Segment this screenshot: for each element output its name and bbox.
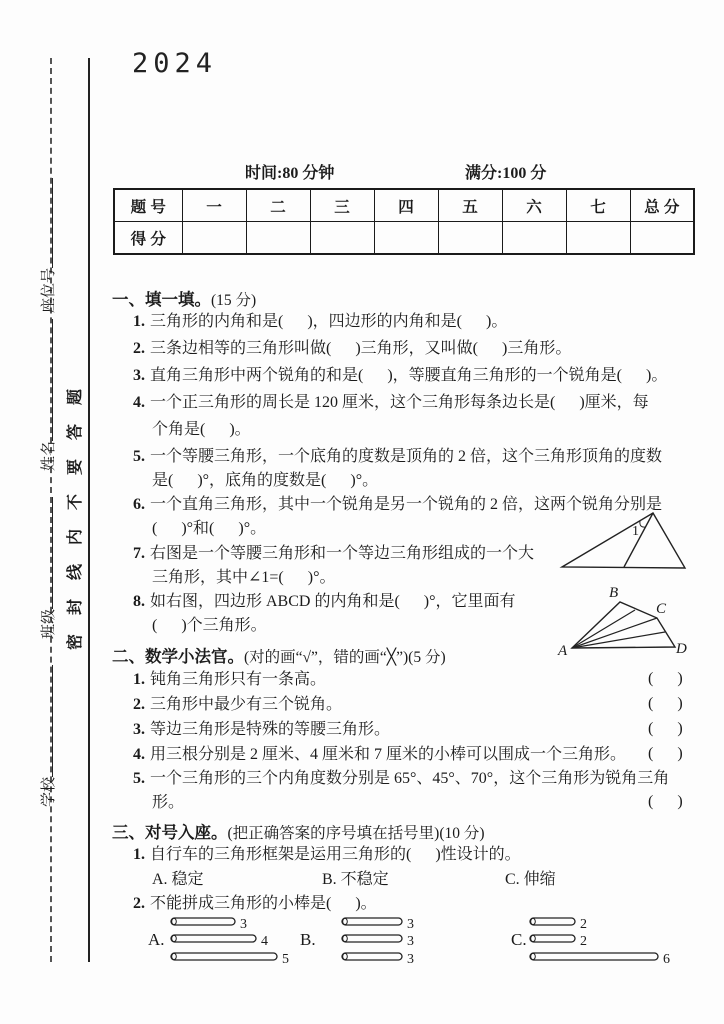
- s2-q4: 4. 用三根分别是 2 厘米、4 厘米和 7 厘米的小棒可以围成一个三角形。: [133, 746, 627, 763]
- stick-group-c: [493, 912, 693, 970]
- score-cell: [374, 222, 438, 255]
- field-school-label: 学校: [41, 776, 57, 807]
- angle-1-label: 1: [632, 524, 639, 539]
- seal-text: 密封线内不要答题: [67, 369, 84, 650]
- seal-solid-line: [88, 58, 90, 962]
- stick-group-b: [298, 912, 423, 970]
- score-table-header-row: [114, 189, 694, 222]
- s1-q8: 8. 如右图，四边形 ABCD 的内角和是( )°，它里面有: [133, 593, 516, 610]
- score-table-col: 六: [502, 189, 566, 222]
- stick-length: 3: [407, 952, 414, 967]
- stick: [171, 935, 256, 942]
- field-name-line: [39, 319, 53, 441]
- s1-q5: 5. 一个等腰三角形，一个底角的度数是顶角的 2 倍，这个三角形顶角的度数: [133, 448, 663, 465]
- score-table-col: 三: [310, 189, 374, 222]
- s2-q5: 5. 一个三角形的三个内角度数分别是 65°、45°、70°，这个三角形为锐角三角: [133, 770, 670, 787]
- triangle-figure-q7: [552, 503, 697, 575]
- field-name-label: 姓名: [41, 440, 57, 471]
- full-score-label: 满分:100 分: [465, 165, 547, 182]
- score-table-col: 七: [566, 189, 630, 222]
- s1-q7: 7. 右图是一个等腰三角形和一个等边三角形组成的一个大: [133, 545, 535, 562]
- score-cell: [630, 222, 694, 255]
- s1-q4-line2: 个角是( )。: [152, 421, 251, 438]
- s2-q3-answer-bracket: ( ): [648, 720, 683, 737]
- s1-q8-line2: ( )个三角形。: [152, 617, 267, 634]
- vertex-a-label: A: [558, 643, 568, 659]
- score-cell: [566, 222, 630, 255]
- score-cell: [502, 222, 566, 255]
- score-table-corner: 题 号: [114, 189, 182, 222]
- stick-length: 2: [580, 934, 587, 949]
- stick: [342, 918, 402, 925]
- field-seat-line: [39, 178, 53, 268]
- vertex-b-label: B: [609, 585, 619, 601]
- s1-q2: 2. 三条边相等的三角形叫做( )三角形，又叫做( )三角形。: [133, 340, 572, 357]
- score-cell: [310, 222, 374, 255]
- group-a-label: A.: [148, 930, 165, 949]
- stick: [530, 918, 575, 925]
- s2-q5-answer-bracket: ( ): [648, 793, 683, 810]
- stick-length: 3: [407, 934, 414, 949]
- s1-q4: 4. 一个正三角形的周长是 120 厘米，这个三角形每条边长是( )厘米，每: [133, 394, 649, 411]
- score-cell: [246, 222, 310, 255]
- section2-title: 二、数学小法官。(对的画“√”，错的画“╳”)(5 分): [112, 648, 446, 666]
- s1-q3: 3. 直角三角形中两个锐角的和是( )，等腰直角三角形的一个锐角是( )。: [133, 367, 668, 384]
- year-label: 2024: [132, 48, 218, 79]
- stick-length: 3: [407, 917, 414, 932]
- s3-q1: 1. 自行车的三角形框架是运用三角形的( )性设计的。: [133, 846, 521, 863]
- vertex-d-label: D: [676, 641, 687, 657]
- score-table-col: 二: [246, 189, 310, 222]
- s2-q3: 3. 等边三角形是特殊的等腰三角形。: [133, 721, 391, 738]
- score-cell: [438, 222, 502, 255]
- stick-length: 5: [282, 952, 289, 967]
- stick: [171, 953, 277, 960]
- s3-q1-option-a: A. 稳定: [152, 871, 204, 888]
- stick-length: 4: [261, 934, 268, 949]
- score-table-col: 五: [438, 189, 502, 222]
- s3-q1-option-b: B. 不稳定: [322, 871, 389, 888]
- score-table-col: 总 分: [630, 189, 694, 222]
- s2-q2: 2. 三角形中最少有三个锐角。: [133, 696, 343, 713]
- quadrilateral-figure-q8: [552, 583, 702, 661]
- stick-group-a: [146, 912, 311, 970]
- section1-title: 一、填一填。(15 分): [112, 291, 257, 309]
- group-c-label: C.: [511, 930, 527, 949]
- vertex-c-label: C: [656, 601, 667, 617]
- s2-q5-line2: 形。: [152, 794, 185, 811]
- stick: [342, 953, 402, 960]
- score-table: [113, 188, 695, 255]
- s2-q1-answer-bracket: ( ): [648, 670, 683, 687]
- s1-q6: 6. 一个直角三角形，其中一个锐角是另一个锐角的 2 倍，这两个锐角分别是: [133, 496, 663, 513]
- score-table-col: 一: [182, 189, 246, 222]
- stick: [171, 918, 235, 925]
- stick-length: 2: [580, 917, 587, 932]
- field-class-label: 班级: [41, 608, 57, 639]
- score-cell: [182, 222, 246, 255]
- section3-title: 三、对号入座。(把正确答案的序号填在括号里)(10 分): [112, 824, 485, 842]
- score-row-label: 得 分: [114, 222, 182, 255]
- s2-q4-answer-bracket: ( ): [648, 745, 683, 762]
- s3-q2: 2. 不能拼成三角形的小棒是( )。: [133, 895, 377, 912]
- score-table-col: 四: [374, 189, 438, 222]
- group-b-label: B.: [300, 930, 316, 949]
- stick: [530, 953, 658, 960]
- field-class-line: [39, 497, 53, 609]
- stick-length: 3: [240, 917, 247, 932]
- field-school-line: [39, 665, 53, 777]
- time-label: 时间:80 分钟: [245, 165, 335, 182]
- stick: [342, 935, 402, 942]
- s1-q1: 1. 三角形的内角和是( )，四边形的内角和是( )。: [133, 313, 508, 330]
- score-table-score-row: [114, 222, 694, 255]
- s2-q2-answer-bracket: ( ): [648, 695, 683, 712]
- s2-q1: 1. 钝角三角形只有一条高。: [133, 671, 327, 688]
- s1-q6-line2: ( )°和( )°。: [152, 520, 267, 537]
- s1-q5-line2: 是( )°，底角的度数是( )°。: [152, 472, 379, 489]
- stick-length: 6: [663, 952, 670, 967]
- field-seat-label: 座位号: [41, 267, 57, 313]
- s3-q1-option-c: C. 伸缩: [505, 871, 556, 888]
- s1-q7-line2: 三角形，其中∠1=( )°。: [152, 569, 336, 586]
- stick: [530, 935, 575, 942]
